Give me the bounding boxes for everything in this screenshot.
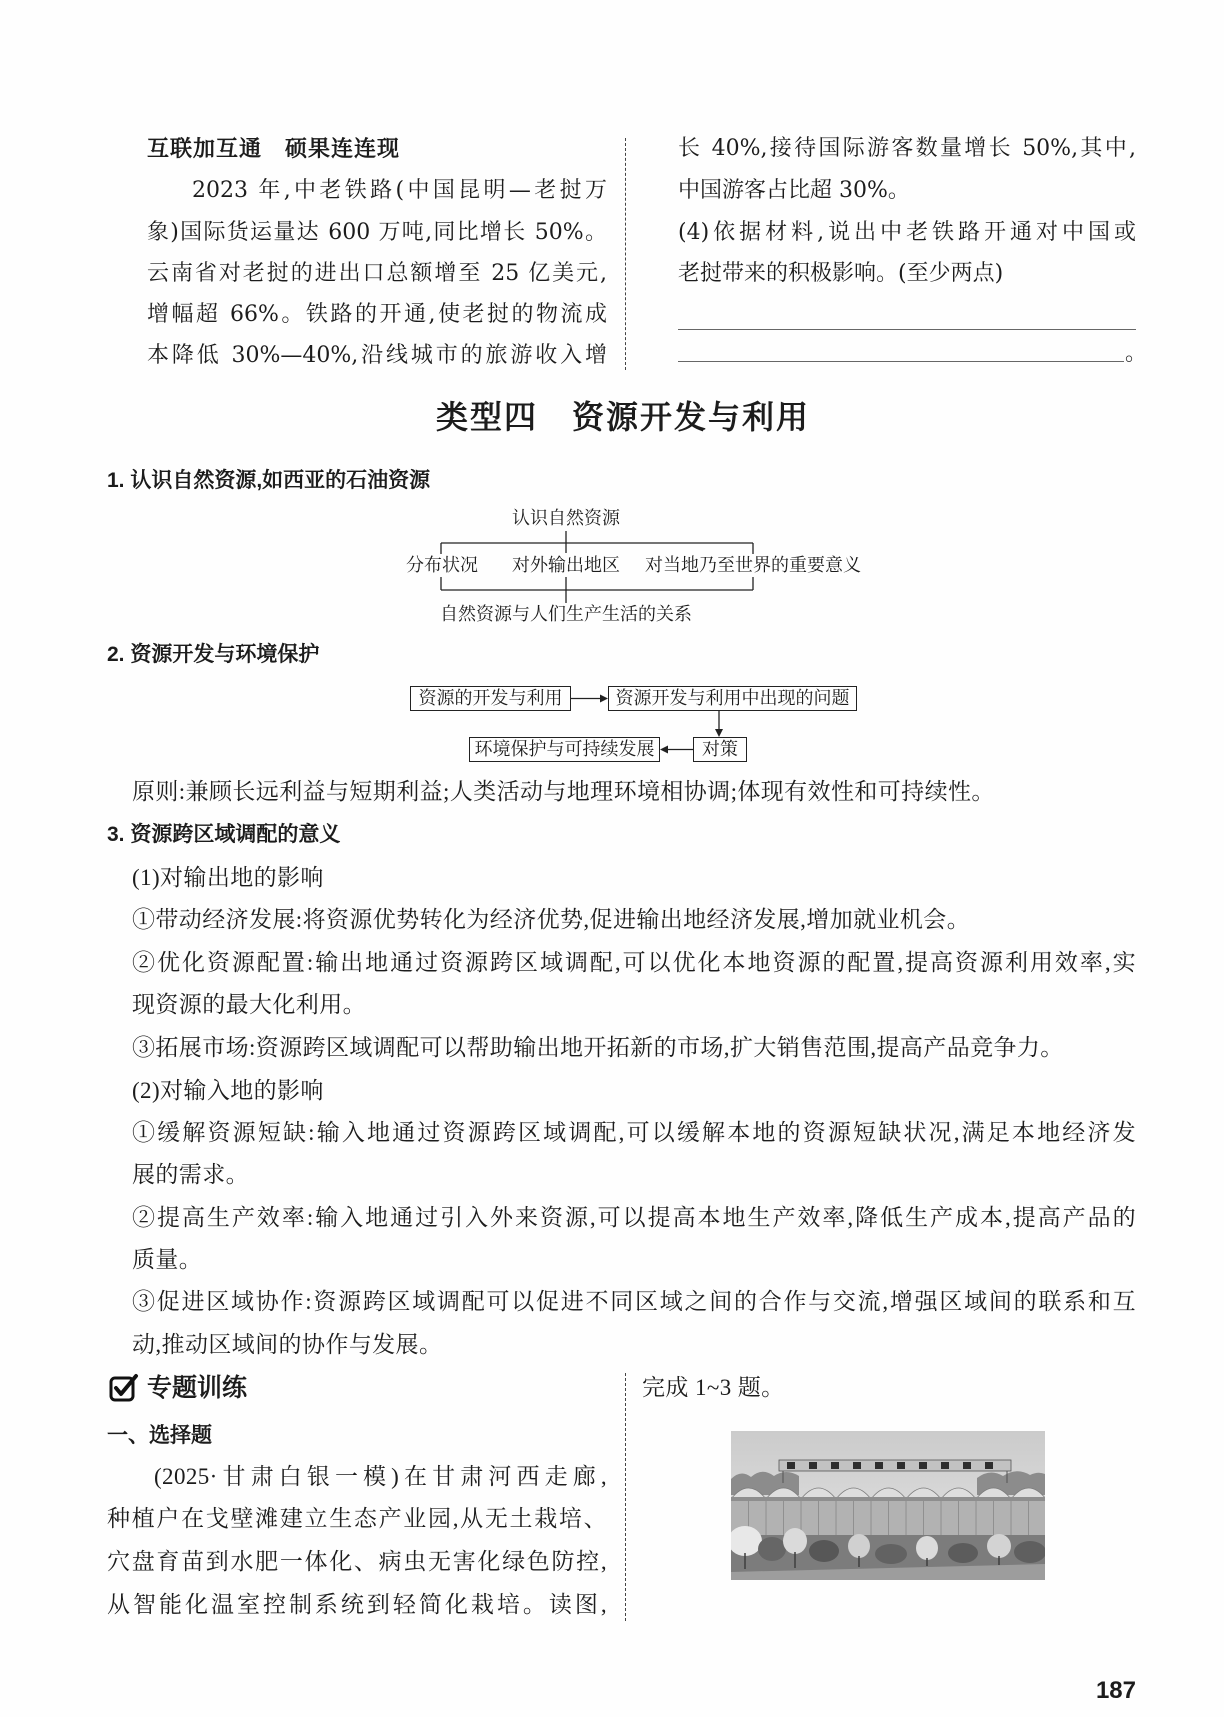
flow-box-sustainability: 环境保护与可持续发展 — [469, 737, 660, 762]
part3-heading: 3. 资源跨区域调配的意义 — [107, 823, 341, 846]
question-stem-line: 穴盘育苗到水肥一体化、病虫无害化绿色防控, — [107, 1549, 607, 1574]
arrowhead — [660, 746, 668, 754]
column-divider — [625, 1373, 626, 1621]
body-line: ①缓解资源短缺:输入地通过资源跨区域调配,可以缓解本地的资源短缺状况,满足本地经济发 — [132, 1120, 1136, 1145]
flow-box-development: 资源的开发与利用 — [410, 686, 571, 711]
question-stem-line: 种植户在戈壁滩建立生态产业园,从无土栽培、 — [107, 1506, 607, 1531]
arrowhead — [715, 729, 723, 737]
tree-branch-label: 对外输出地区 — [496, 553, 636, 577]
answer-blank-line — [678, 329, 1136, 330]
body-line: 质量。 — [132, 1247, 203, 1272]
answer-end-period: 。 — [1125, 341, 1148, 366]
page-number: 187 — [1095, 1677, 1136, 1704]
flow-box-problems: 资源开发与利用中出现的问题 — [608, 686, 857, 711]
part2-heading: 2. 资源开发与环境保护 — [107, 643, 320, 666]
material-heading: 互联加互通 硕果连连现 — [147, 136, 401, 161]
material-line: 本降低 30%—40%,沿线城市的旅游收入增 — [147, 343, 607, 368]
body-line: ②提高生产效率:输入地通过引入外来资源,可以提高本地生产效率,降低生产成本,提高产品的 — [132, 1205, 1136, 1230]
tree-branch-label: 对当地乃至世界的重要意义 — [645, 555, 861, 575]
body-line: 现资源的最大化利用。 — [132, 992, 366, 1017]
answer-blank-line — [678, 361, 1124, 362]
sub-heading: (2)对输入地的影响 — [132, 1078, 324, 1103]
practice-title: 专题训练 — [147, 1374, 248, 1402]
body-line: ②优化资源配置:输出地通过资源跨区域调配,可以优化本地资源的配置,提高资源利用效率,实 — [132, 950, 1136, 975]
material-line: 象)国际货运量达 600 万吨,同比增长 50%。 — [147, 220, 607, 245]
question-stem-line: (2025·甘肃白银一模)在甘肃河西走廊, — [154, 1464, 607, 1489]
material-line: 中国游客占比超 30%。 — [678, 178, 910, 203]
question-4-line: (4)依据材料,说出中老铁路开通对中国或 — [678, 220, 1136, 245]
practice-subtitle: 一、选择题 — [107, 1424, 212, 1447]
body-line: ③拓展市场:资源跨区域调配可以帮助输出地开拓新的市场,扩大销售范围,提高产品竞争力。 — [132, 1035, 1064, 1060]
material-line: 长 40%,接待国际游客数量增长 50%,其中, — [678, 136, 1136, 161]
flow-box-measures: 对策 — [693, 737, 747, 762]
material-line: 云南省对老挝的进出口总额增至 25 亿美元, — [147, 261, 607, 286]
body-line: 动,推动区域间的协作与发展。 — [132, 1332, 443, 1357]
body-line: 展的需求。 — [132, 1162, 249, 1187]
body-line: ③促进区域协作:资源跨区域调配可以促进不同区域之间的合作与交流,增强区域间的联系和互 — [132, 1289, 1136, 1314]
tree-branch-label: 分布状况 — [406, 555, 478, 575]
greenhouse-photo — [731, 1431, 1045, 1580]
sub-heading: (1)对输出地的影响 — [132, 865, 324, 890]
question-stem-line: 从智能化温室控制系统到轻简化栽培。读图, — [107, 1592, 607, 1617]
checkbox-check-icon — [108, 1372, 140, 1404]
question-4-line: 老挝带来的积极影响。(至少两点) — [678, 261, 1004, 286]
arrowhead — [600, 695, 608, 703]
material-line: 2023 年,中老铁路(中国昆明—老挝万 — [192, 178, 607, 203]
tree-summary-label: 自然资源与人们生产生活的关系 — [440, 604, 692, 624]
principle-text: 原则:兼顾长远利益与短期利益;人类活动与地理环境相协调;体现有效性和可持续性。 — [132, 779, 995, 804]
body-line: ①带动经济发展:将资源优势转化为经济优势,促进输出地经济发展,增加就业机会。 — [132, 907, 971, 932]
material-line: 增幅超 66%。铁路的开通,使老挝的物流成 — [147, 302, 607, 327]
tree-root-label: 认识自然资源 — [512, 508, 620, 528]
part1-heading: 1. 认识自然资源,如西亚的石油资源 — [107, 469, 431, 492]
question-stem-line: 完成 1~3 题。 — [642, 1375, 785, 1400]
section-title: 类型四 资源开发与利用 — [435, 399, 810, 435]
column-divider — [625, 138, 626, 370]
